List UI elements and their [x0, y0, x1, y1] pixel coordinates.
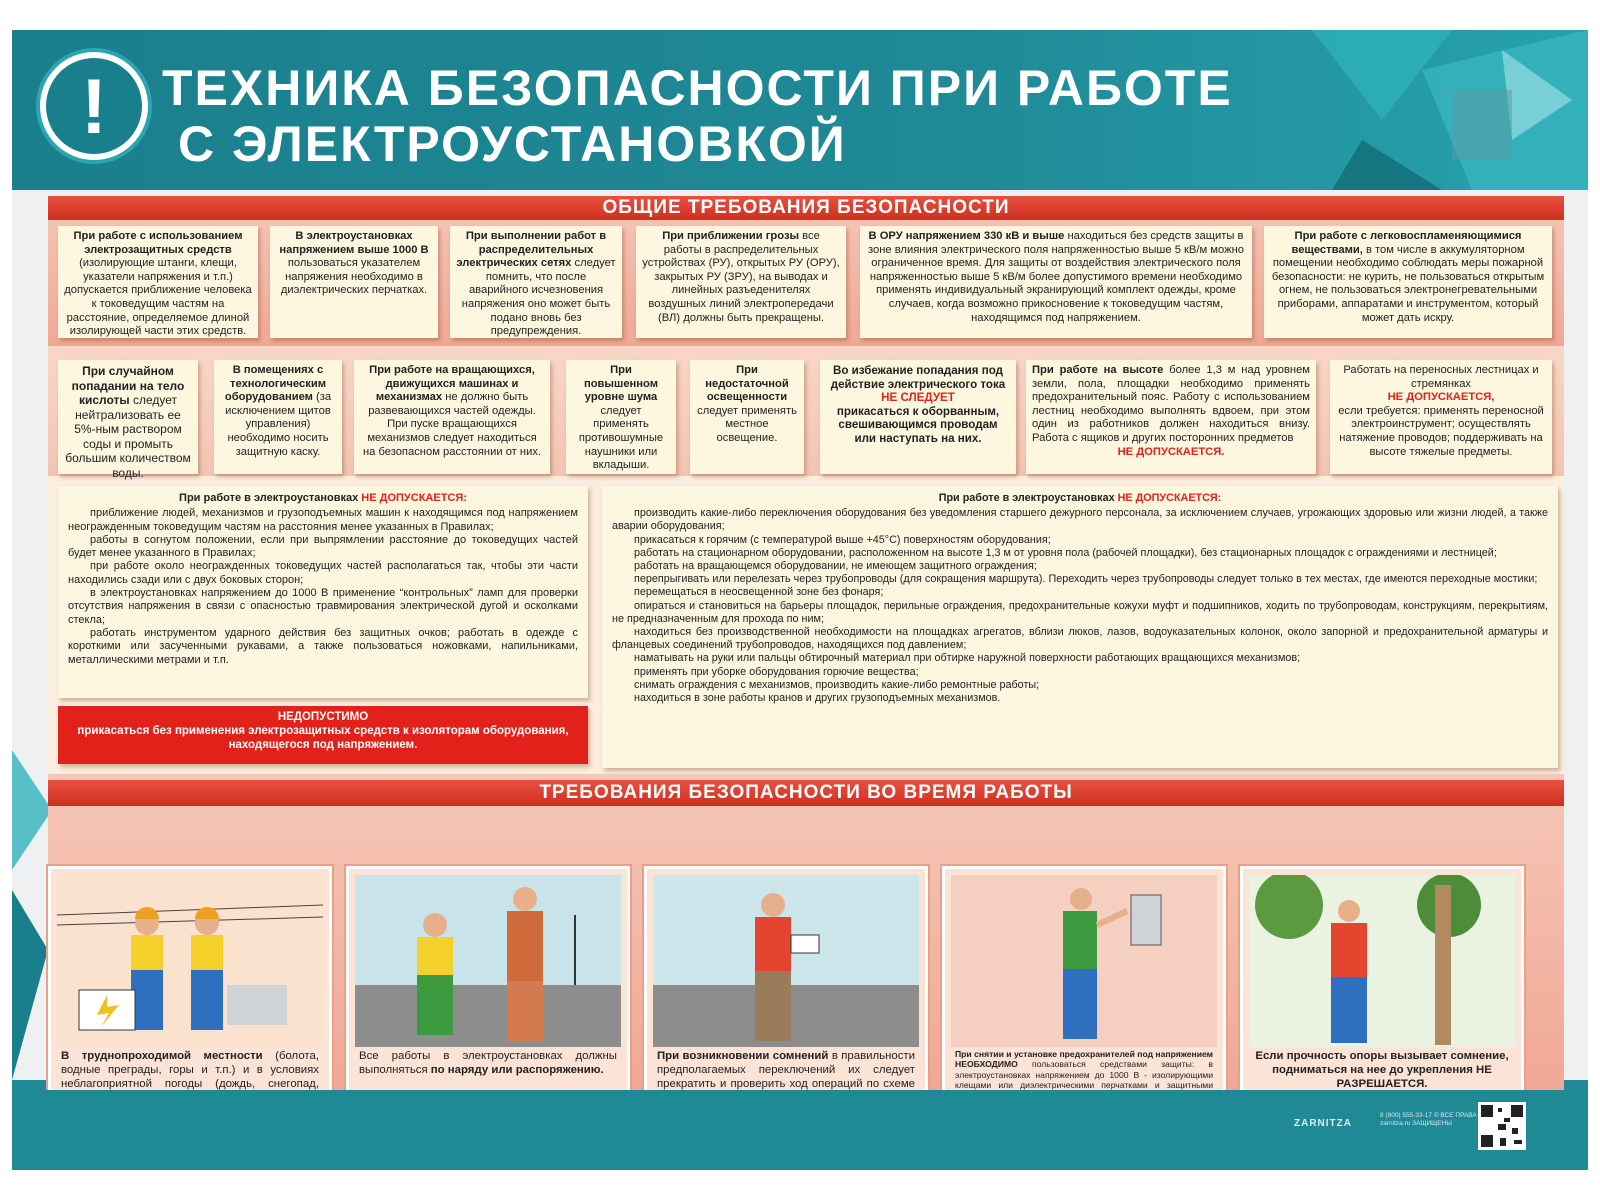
card-text: не должно быть развевающихся частей одежды. При пуске вращающихся механизмов следует находиться на безопасном расстоянии от них.	[362, 391, 542, 458]
caption-bold: В труднопроходимой местности	[61, 1050, 263, 1062]
caption-text: (болота, водные преграды, горы и т.п.) и в условиях неблагоприятной погоды (дождь, снегопад,	[61, 1050, 320, 1090]
list-item: производить какие-либо переключения оборудования без уведомления старшего дежурного персонала, за исключением случаев, угрожающих здоровью или жизни людей, а также аварии оборудования;	[612, 507, 1548, 533]
card-text: если требуется: применять переносной электроинструмент; осуществлять натяжение проводов; поддерживать на высоте тяжелые предметы.	[1338, 404, 1544, 458]
card-thunderstorm	[636, 226, 846, 338]
list-item: перемещаться в неосвещенной зоне без фонаря;	[634, 586, 884, 599]
header-red: НЕ ДОПУСКАЕТСЯ:	[1117, 492, 1222, 504]
card-bold: При случайном попадании на тело кислоты	[71, 364, 185, 407]
panel-caption	[359, 1049, 617, 1077]
left-prohibitions-header	[68, 492, 578, 505]
list-item: применять при уборке оборудования горючие вещества;	[634, 665, 919, 678]
footer	[12, 1090, 1588, 1170]
card-protective-means	[58, 226, 258, 338]
card-bold: Во избежание попадания под действие электрического тока	[830, 364, 1006, 391]
card-text: находиться без средств защиты в зоне влияния электрического поля напряженностью выше 5 кВ/м можно ограниченное время. Для защиты от воздействия электрического поля напряженностью выше 5 кВ/м более допустимого времени необходимо применять индивидуальный экранирующий комплект одежды, кроме случаев, когда возможно прикосновение к токоведущим частям, находящимся под напряжением.	[868, 230, 1244, 324]
brand-line: 8 (800) 555-33-17 © ВСЕ ПРАВА	[1380, 1112, 1477, 1119]
worker-illustration	[653, 875, 919, 1047]
card-oru-330kv	[860, 226, 1252, 338]
card-electric-current	[820, 360, 1016, 474]
list-item: работы в согнутом положении, если при выпрямлении расстояние до токоведущих частей будет менее указанного в Правилах;	[68, 533, 578, 560]
list-item: в электроустановках напряжением до 1000 В применение “контрольных” ламп для проверки отсутствия напряжения в связи с опасностью травмирования электрической дугой и осколками стекла;	[68, 587, 578, 626]
warning-icon	[40, 52, 148, 160]
list-item: работать на стационарном оборудовании, расположенном на высоте 1,3 м от уровня пола (рабочей площадки), без стационарных площадок с ограждениями и лестницей;	[634, 546, 1497, 559]
title-line1: ТЕХНИКА БЕЗОПАСНОСТИ ПРИ РАБОТЕ	[162, 60, 1233, 116]
card-bold: При работе с легковоспламеняющимися веществами,	[1291, 230, 1522, 256]
card-text: (изолирующие штанги, клещи, указатели напряжения и т.п.) допускается приближение человека к токоведущим частям на расстояние, определяемое длиной изолирующей части этих средств.	[64, 257, 252, 338]
unacceptable-alert	[58, 706, 588, 764]
card-bold: При работе на высоте	[1032, 364, 1164, 376]
list-item: находиться в зоне работы кранов и других грузоподъемных механизмов.	[634, 692, 1001, 705]
caption-bold: по наряду или распоряжению.	[430, 1064, 604, 1076]
caption-bold: НЕ РАЗРЕШАЕТСЯ.	[1336, 1064, 1492, 1090]
caption-text: Все работы в электроустановках должны выполняться	[359, 1050, 617, 1076]
card-ladders	[1330, 360, 1552, 474]
header-text: При работе в электроустановках	[938, 492, 1118, 504]
list-item: работать на вращающемся оборудовании, не имеющем защитного ограждения;	[634, 560, 1037, 573]
left-decoration	[12, 750, 52, 1080]
caption-text: в правильности предполагаемых переключений их следует прекратить и проверить ход операций по схеме	[657, 1050, 915, 1090]
panel-caption	[1253, 1049, 1511, 1091]
card-distribution-networks	[450, 226, 622, 338]
section1-title: ОБЩИЕ ТРЕБОВАНИЯ БЕЗОПАСНОСТИ	[48, 196, 1564, 220]
card-bold: При работе с использованием электрозащитных средств	[73, 230, 243, 256]
workers-illustration	[57, 875, 323, 1047]
card-bold: В электроустановках напряжением выше 1000 В	[279, 230, 429, 256]
caption-bold: Если прочность опоры вызывает сомнение, подниматься на нее до укрепления	[1255, 1050, 1509, 1076]
card-red: НЕ ДОПУСКАЕТСЯ.	[1117, 445, 1225, 458]
caption-bold: При снятии и установке предохранителей под напряжением НЕОБХОДИМО	[955, 1049, 1213, 1070]
card-bold: При повышенном уровне шума	[583, 364, 659, 404]
card-bold: При работе на вращающихся, движущихся машинах и механизмах	[369, 364, 535, 404]
caption-text: пользоваться средствами защиты: в электроустановках напряжением до 1000 В - изолирующими клещами или диэлектрическими перчатками и защитными	[955, 1059, 1213, 1091]
card-text: более 1,3 м над уровнем земли, пола, площадки необходимо применять предохранительный пояс. Работу с использованием лестниц необходимо выполнять вдвоем, при этом один из работников должен находиться внизу. Работа с ящиков и других посторонних предметов	[1032, 364, 1310, 444]
card-height-work	[1026, 360, 1316, 474]
list-item: находиться без производственной необходимости на площадках агрегатов, вблизи люков, лазов, водоуказательных колонок, около запорной и предохранительной арматуры и фланцевых соединений трубопроводов, находящихся под давлением;	[612, 626, 1548, 652]
card-1000v	[270, 226, 438, 338]
worker-illustration	[951, 875, 1217, 1047]
card-bold: При недостаточной освещенности	[705, 364, 789, 404]
qr-code-icon	[1478, 1102, 1526, 1150]
card-text: Работать на переносных лестницах и стремянках	[1343, 364, 1539, 390]
right-prohibitions-header	[612, 492, 1548, 505]
brand-line: zarnitza.ru ЗАЩИЩЕНЫ	[1380, 1120, 1453, 1127]
alert-text: прикасаться без применения электрозащитных средств к изоляторам оборудования, находящегося под напряжением.	[77, 725, 569, 751]
list-item: работать инструментом ударного действия без защитных очков; работать в одежде с короткими или засученными рукавами, а также пользоваться ножовками, напильниками, металлическими метрами и т.п.	[68, 626, 578, 666]
card-text: (за исключением щитов управления) необходимо носить защитную каску.	[225, 391, 332, 458]
card-text: следует применять противошумные наушники или вкладыши.	[578, 404, 664, 472]
list-item: снимать ограждения с механизмов, производить какие-либо ремонтные работы;	[634, 678, 1040, 691]
card-text: следует применять местное освещение.	[697, 404, 797, 444]
workers-illustration	[355, 875, 621, 1047]
header-text: При работе в электроустановках	[179, 492, 362, 504]
brand-logo: ZARNITZA	[1294, 1118, 1352, 1129]
page-title	[162, 60, 1262, 172]
worker-illustration	[1249, 875, 1515, 1047]
brand-contacts	[1380, 1112, 1480, 1128]
title-line2: С ЭЛЕКТРОУСТАНОВКОЙ	[178, 116, 847, 172]
card-bold: прикасаться к оборванным, свешивающимся проводам или наступать на них.	[836, 404, 1000, 445]
card-lighting	[690, 360, 804, 474]
list-item: при работе около неогражденных токоведущих частей располагаться так, чтобы эти части находились сзади или с двух боковых сторон;	[68, 560, 578, 586]
card-text: следует нейтрализовать ее 5%-ным раствором соды и промыть большим количеством воды.	[65, 393, 191, 480]
card-bold: При приближении грозы	[662, 230, 800, 242]
right-prohibitions	[602, 486, 1558, 768]
exclamation-icon: !	[81, 62, 107, 150]
alert-title: НЕДОПУСТИМО	[277, 711, 369, 723]
card-text: пользоваться указателем напряжения необходимо в диэлектрических перчатках.	[280, 257, 428, 297]
list-item: прикасаться к горячим (с температурой выше +45°С) поверхностям оборудования;	[634, 533, 1051, 546]
card-bold: При выполнении работ в распределительных электрических сетях	[456, 230, 607, 270]
section2-title: ТРЕБОВАНИЯ БЕЗОПАСНОСТИ ВО ВРЕМЯ РАБОТЫ	[48, 780, 1564, 806]
card-helmet	[214, 360, 342, 474]
card-text: следует помнить, что после аварийного исчезновения напряжения оно может быть подано вновь без предупреждения.	[461, 257, 616, 338]
left-prohibitions	[58, 486, 588, 698]
list-item: опираться и становиться на барьеры площадок, перильные ограждения, предохранительные кожухи муфт и подшипников, ходить по трубопроводам, конструкциям, перекрытиям, не предназначенным для прохода по ним;	[612, 599, 1548, 625]
card-noise	[566, 360, 676, 474]
header-decoration	[1272, 30, 1588, 190]
list-item: наматывать на руки или пальцы обтирочный материал при обтирке наружной поверхности работающих вращающихся механизмов;	[634, 652, 1301, 665]
card-red: НЕ ДОПУСКАЕТСЯ,	[1387, 391, 1495, 404]
card-acid	[58, 360, 198, 480]
card-rotating-machines	[354, 360, 550, 474]
header-red: НЕ ДОПУСКАЕТСЯ:	[361, 492, 467, 504]
caption-bold: При возникновении сомнений	[657, 1050, 829, 1062]
list-item: перепрыгивать или перелезать через трубопроводы (для сокращения маршрута). Переходить через трубопроводы следует только в тех местах, где имеются переходные мостики;	[634, 573, 1538, 586]
card-flammable	[1264, 226, 1552, 338]
card-bold: В помещениях с технологическим оборудованием	[224, 364, 326, 404]
card-text: все работы в распределительных устройствах (РУ), открытых РУ (ОРУ), закрытых РУ (ЗРУ), на выводах и линейных разъеденителях воздушных линий электропередачи (ВЛ) должны быть прекращены.	[642, 230, 840, 324]
card-bold: В ОРУ напряжением 330 кВ и выше	[868, 230, 1065, 242]
poster	[12, 30, 1588, 1170]
card-red: НЕ СЛЕДУЕТ	[881, 391, 955, 405]
header	[12, 30, 1588, 190]
card-text: в том числе в аккумуляторном помещении необходимо соблюдать меры пожарной безопасности: не курить, не пользоваться открытым огнем, не пользоваться электронегревательными приборами, аппаратами и инструментом, который может дать искру.	[1271, 243, 1545, 324]
list-item: приближение людей, механизмов и грузоподъемных машин к находящимся под напряжением неогражденным токоведущим частям на расстояния менее указанных в Правилах;	[68, 507, 578, 533]
